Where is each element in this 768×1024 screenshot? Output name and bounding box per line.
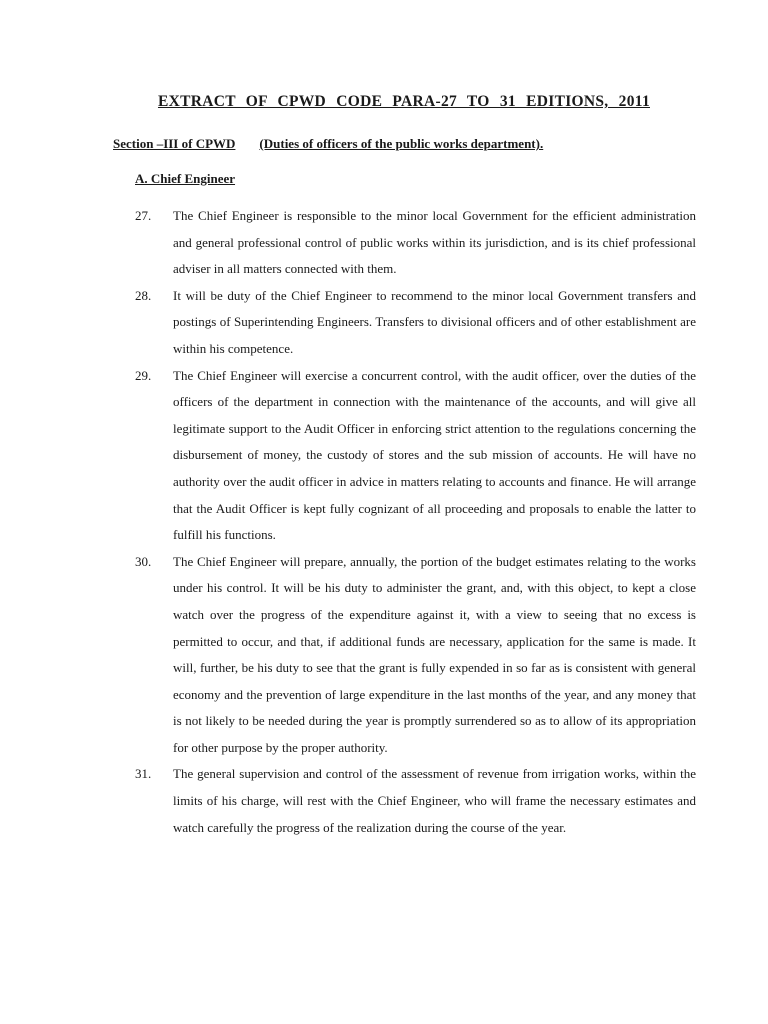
paragraph-number: 28. xyxy=(135,287,152,303)
section-description: (Duties of officers of the public works department). xyxy=(259,136,544,151)
paragraph-number: 27. xyxy=(135,208,152,223)
subheading-chief-engineer: A. Chief Engineer xyxy=(135,171,236,186)
section-label: Section –III of CPWD xyxy=(113,136,236,151)
paragraph-text: The general supervision and control of the assessment of revenue from irrigation works, within the limits of his charge, will rest with the Chief Engineer, who will frame the necessary estimates and watch carefully the progress of the realization during the course of the year. xyxy=(173,766,696,835)
paragraph-text: The Chief Engineer is responsible to the minor local Government for the efficient administration and general professional control of public works within its jurisdiction, and is its chief professional adviser in all matters connected with them. xyxy=(173,208,696,277)
paragraph-number: 31. xyxy=(135,766,152,782)
document-title: EXTRACT OF CPWD CODE PARA-27 TO 31 EDITIONS, 2011 xyxy=(157,93,650,110)
paragraph-number: 29. xyxy=(135,367,152,383)
paragraph-31 xyxy=(135,761,696,841)
paragraph-28 xyxy=(135,283,696,363)
paragraph-30 xyxy=(135,549,696,762)
paragraph-29 xyxy=(135,363,696,549)
paragraph-text: The Chief Engineer will prepare, annually, the portion of the budget estimates relating to the works under his control. It will be his duty to administer the grant, and, with this object, to kept a close watch over the progress of the expenditure against it, with a view to seeing that no excess is permitted to occur, and that, if additional funds are necessary, application for the same is made. It will, further, be his duty to see that the grant is fully expended in so far as is consistent with general economy and the prevention of large expenditure in the last months of the year, and any money that is not likely to be needed during the year is promptly surrendered so as to allow of its appropriation for other purpose by the proper authority. xyxy=(173,553,696,755)
paragraph-number: 30. xyxy=(135,553,152,569)
paragraph-text: It will be duty of the Chief Engineer to recommend to the minor local Government transfers and postings of Superintending Engineers. Transfers to divisional officers and of other establishment are within his competence. xyxy=(173,287,696,356)
section-heading xyxy=(113,136,543,152)
paragraph-text: The Chief Engineer will exercise a concurrent control, with the audit officer, over the duties of the officers of the department in connection with the maintenance of the accounts, and will give all legitimate support to the Audit Officer in enforcing strict attention to the regulations concerning the disbursement of money, the custody of stores and the sub mission of accounts. He will have no authority over the audit officer in advice in matters relating to accounts and finance. He will arrange that the Audit Officer is kept fully cognizant of all proceeding and proposals to enable the latter to fulfill his functions. xyxy=(173,367,696,543)
paragraph-27 xyxy=(135,203,696,283)
paragraph-list xyxy=(135,203,696,841)
